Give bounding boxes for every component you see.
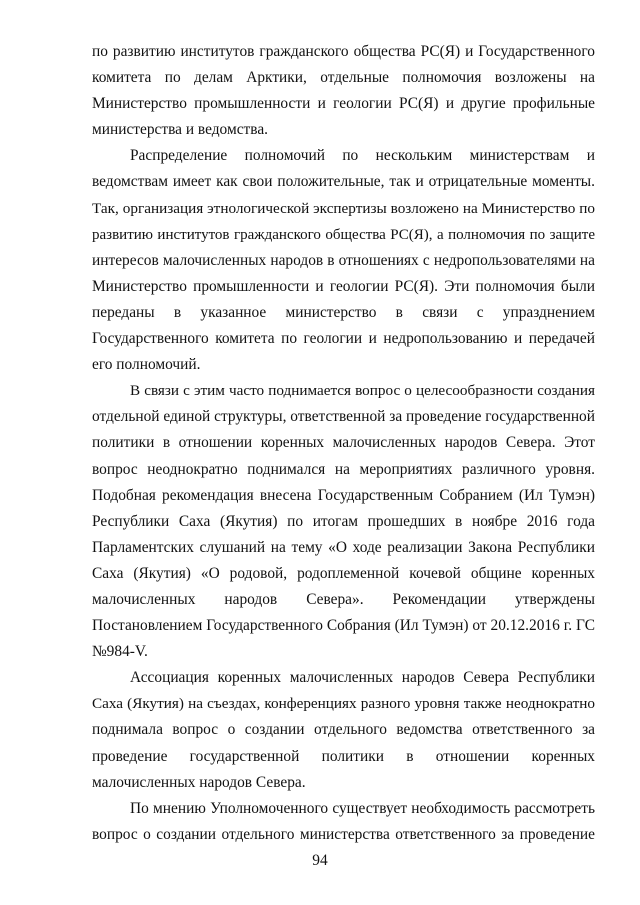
paragraph-1-line: министерства и ведомства. <box>92 121 268 139</box>
body-text <box>92 39 595 848</box>
paragraph-2-line: Министерство промышленности и геологии РС(Я). Эти полномочия были <box>92 277 595 295</box>
paragraph-3-line: Постановлением Государственного Собрания (Ил Тумэн) от 20.12.2016 г. ГС <box>92 617 595 635</box>
paragraph-2-line: развитию институтов гражданского общества РС(Я), а полномочия по защите <box>92 226 595 243</box>
paragraph-2-line: его полномочий. <box>92 356 201 374</box>
paragraph-4-line: поднимала вопрос о создании отдельного ведомства ответственного за <box>92 721 595 739</box>
paragraph-3-line: политики в отношении коренных малочисленных народов Севера. Этот <box>92 434 595 452</box>
paragraph-2-line: Так, организация этнологической экспертизы возложено на Министерство по <box>92 199 595 217</box>
paragraph-3-line: вопрос неоднократно поднимался на мероприятиях различного уровня. <box>92 460 595 478</box>
paragraph-3-line: В связи с этим часто поднимается вопрос о целесообразности создания <box>130 382 595 400</box>
paragraph-5-line: вопрос о создании отдельного министерства ответственного за проведение <box>92 825 595 843</box>
paragraph-2-line: интересов малочисленных народов в отношениях с недропользователями на <box>92 251 595 269</box>
paragraph-1-line: Министерство промышленности и геологии РС(Я) и другие профильные <box>92 95 595 113</box>
paragraph-1-line: комитета по делам Арктики, отдельные полномочия возложены на <box>92 69 595 87</box>
paragraph-3-line: отдельной единой структуры, ответственной за проведение государственной <box>92 408 595 426</box>
paragraph-3-line: Парламентских слушаний на тему «О ходе реализации Закона Республики <box>92 538 595 556</box>
paragraph-1-line: по развитию институтов гражданского общества РС(Я) и Государственного <box>92 43 595 60</box>
paragraph-4-line: малочисленных народов Севера. <box>92 773 306 791</box>
paragraph-3-line: Подобная рекомендация внесена Государственным Собранием (Ил Тумэн) <box>92 486 595 504</box>
paragraph-3-line: малочисленных народов Севера». Рекомендации утверждены <box>92 590 595 608</box>
paragraph-3-line: Республики Саха (Якутия) по итогам прошедших в ноябре 2016 года <box>92 512 595 530</box>
paragraph-4-line: Ассоциация коренных малочисленных народов Севера Республики <box>130 669 595 687</box>
paragraph-2-line: переданы в указанное министерство в связи с упразднением <box>92 303 595 321</box>
paragraph-2-line: Распределение полномочий по нескольким министерствам и <box>130 147 595 165</box>
paragraph-2-line: ведомствам имеет как свои положительные, так и отрицательные моменты. <box>92 173 595 191</box>
paragraph-4-line: Саха (Якутия) на съездах, конференциях разного уровня также неоднократно <box>92 695 595 713</box>
page-number: 94 <box>312 852 328 869</box>
paragraph-4-line: проведение государственной политики в отношении коренных <box>92 747 595 765</box>
paragraph-3-line: Саха (Якутия) «О родовой, родоплеменной кочевой общине коренных <box>92 564 595 582</box>
paragraph-2-line: Государственного комитета по геологии и недропользованию и передачей <box>92 330 595 348</box>
paragraph-3-line: №984-V. <box>92 643 148 661</box>
paragraph-5-line: По мнению Уполномоченного существует необходимость рассмотреть <box>130 799 595 817</box>
